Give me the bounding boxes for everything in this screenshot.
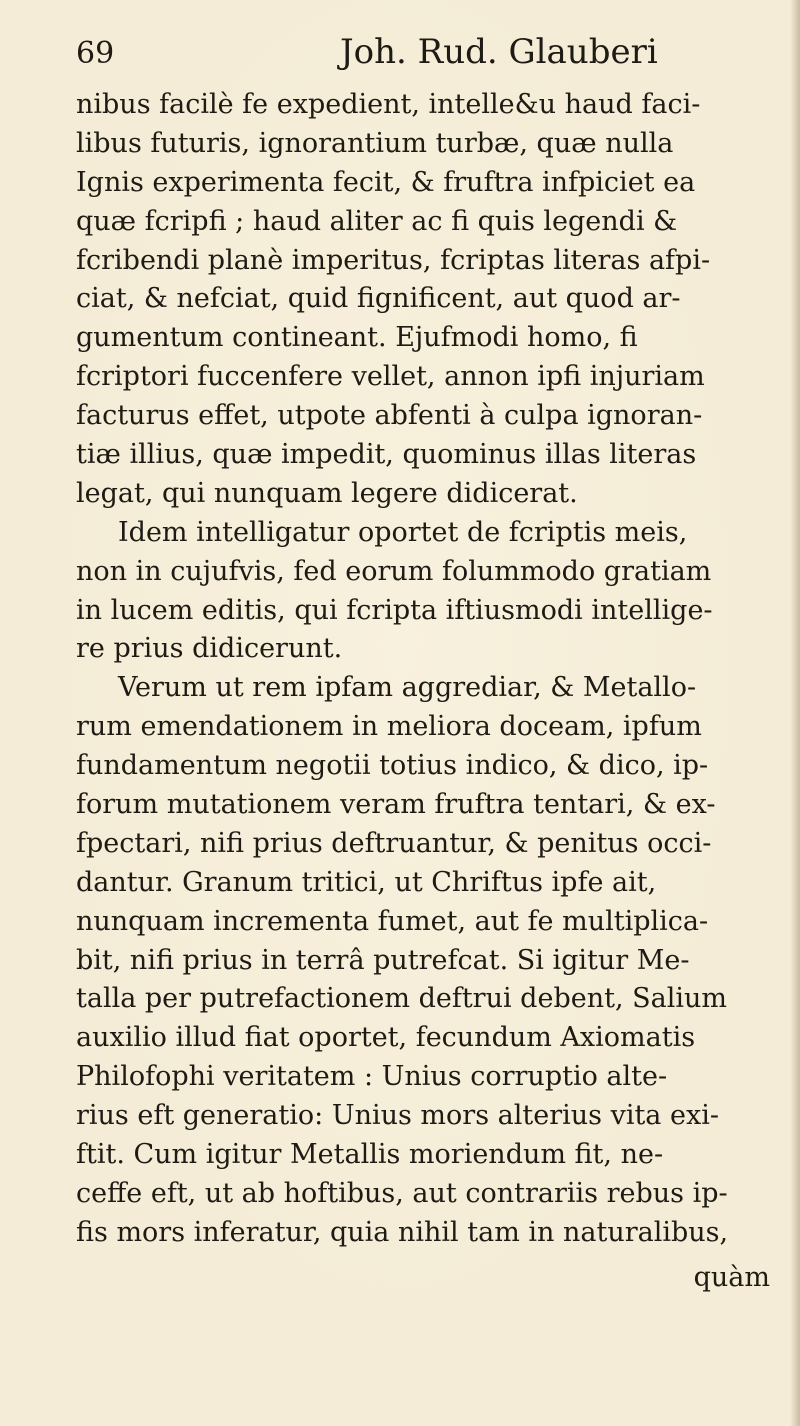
page-edge-shadow <box>790 0 800 1426</box>
text-line: tiæ illius, quæ impedit, quominus illas literas <box>76 439 697 471</box>
catchword: quàm <box>693 1262 770 1293</box>
text-line: rum emendationem in meliora doceam, ipfum <box>76 711 702 743</box>
text-line: legat, qui nunquam legere didicerat. <box>76 477 578 509</box>
text-line: auxilio illud fiat oportet, fecundum Axiomatis <box>76 1022 696 1054</box>
text-line: Idem intelligatur oportet de fcriptis meis, <box>118 516 688 548</box>
text-line: gumentum contineant. Ejufmodi homo, fi <box>76 322 638 354</box>
text-line: ceffe eft, ut ab hoftibus, aut contrariis rebus ip- <box>76 1177 728 1209</box>
text-line: dantur. Granum tritici, ut Chriftus ipfe ait, <box>76 866 657 898</box>
text-line: fcribendi planè imperitus, fcriptas literas afpi- <box>76 244 711 276</box>
body-text <box>76 86 788 1253</box>
text-line: talla per putrefactionem deftrui debent, Salium <box>76 983 727 1015</box>
text-line: Verum ut rem ipfam aggrediar, & Metallo- <box>118 672 697 704</box>
text-line: forum mutationem veram fruftra tentari, & ex- <box>76 789 716 821</box>
text-line: bit, nifi prius in terrâ putrefcat. Si igitur Me- <box>76 944 690 976</box>
running-head: Joh. Rud. Glauberi <box>340 32 658 72</box>
page-number: 69 <box>76 36 115 71</box>
text-line: non in cujufvis, fed eorum folummodo gratiam <box>76 555 712 587</box>
text-line: Ignis experimenta fecit, & fruftra infpiciet ea <box>76 166 696 198</box>
text-line: fis mors inferatur, quia nihil tam in naturalibus, <box>76 1216 729 1248</box>
text-line: Philofophi veritatem : Unius corruptio alte- <box>76 1061 668 1093</box>
text-line: libus futuris, ignorantium turbæ, quæ nulla <box>76 127 674 159</box>
page-header <box>76 28 716 80</box>
text-line: in lucem editis, qui fcripta iftiusmodi intellige- <box>76 594 713 626</box>
text-line: fcriptori fuccenfere vellet, annon ipfi injuriam <box>76 361 705 393</box>
text-line: facturus effet, utpote abfenti à culpa ignoran- <box>76 400 703 432</box>
text-line: re prius didicerunt. <box>76 633 343 665</box>
text-line: rius eft generatio: Unius mors alterius vita exi- <box>76 1100 719 1132</box>
text-line: fpectari, nifi prius deftruantur, & penitus occi- <box>76 827 712 859</box>
text-line: ftit. Cum igitur Metallis moriendum fit, ne- <box>76 1139 664 1171</box>
text-line: fundamentum negotii totius indico, & dico, ip- <box>76 750 709 782</box>
text-line: nibus facilè fe expedient, intelle&u haud faci- <box>76 89 701 120</box>
text-line: quæ fcripfi ; haud aliter ac fi quis legendi & <box>76 205 678 237</box>
text-line: nunquam incrementa fumet, aut fe multiplica- <box>76 905 709 937</box>
text-line: ciat, & nefciat, quid fignificent, aut quod ar- <box>76 283 681 315</box>
